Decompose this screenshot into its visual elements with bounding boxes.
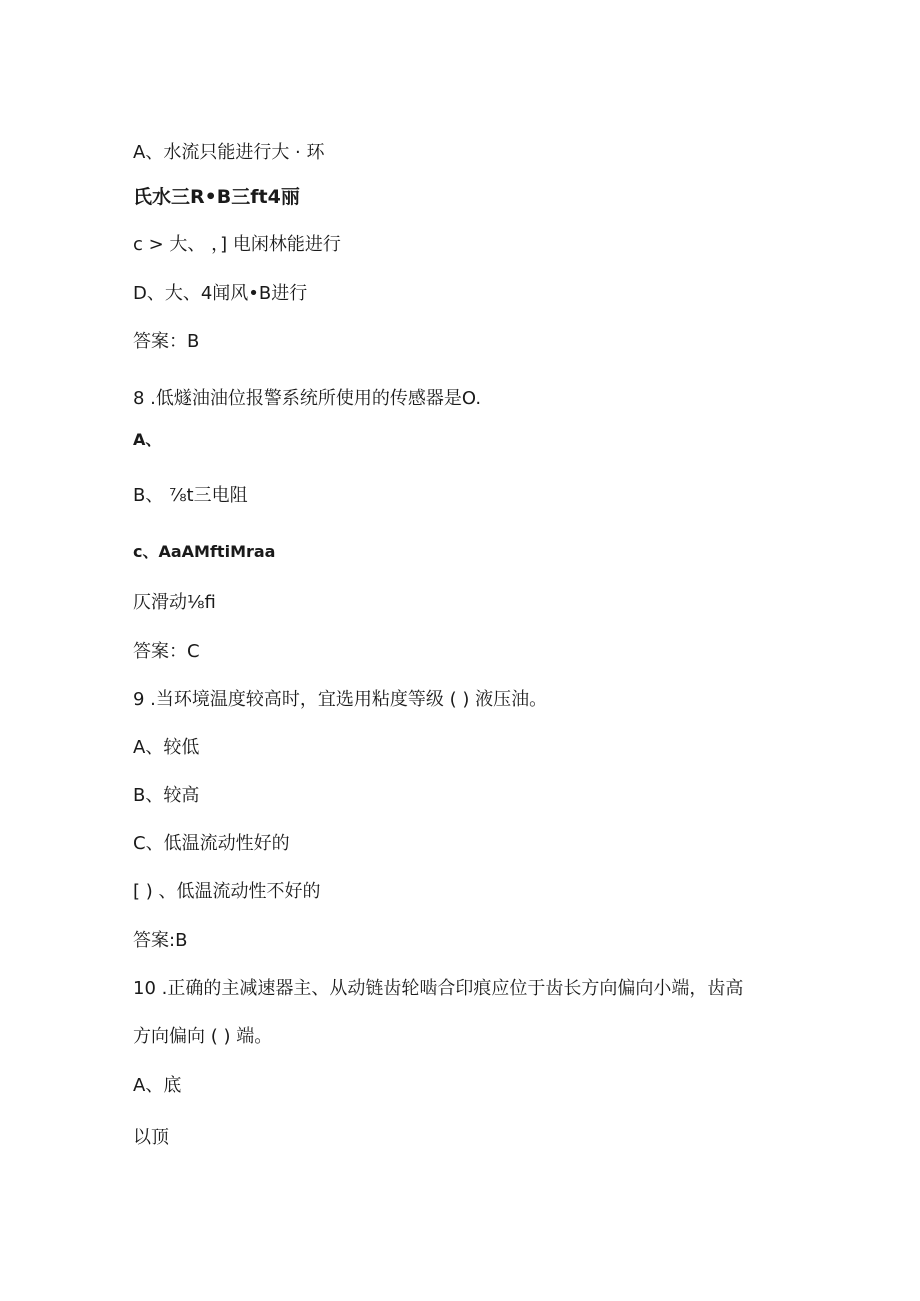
answer-q8: 答案：C xyxy=(133,641,200,662)
question-8: 8 .低燧油油位报警系统所使用的传感器是O. xyxy=(133,388,482,409)
answer-q9: 答案:B xyxy=(133,930,188,951)
question-10-continued: 方向偏向 ( ) 端。 xyxy=(133,1026,273,1047)
option-d-q8: 仄滑动⅛fi xyxy=(133,592,216,613)
option-b-q7: 氏水三R•B三ft4丽 xyxy=(133,186,300,208)
option-a-q7: A、水流只能进行大 · 环 xyxy=(133,142,325,163)
option-c-q9: C、低温流动性好的 xyxy=(133,833,290,854)
answer-q7: 答案：B xyxy=(133,331,200,352)
option-d-q9: [ ) 、低温流动性不好的 xyxy=(133,881,321,902)
option-d-q7: D、大、4闻风•B进行 xyxy=(133,283,308,304)
option-c-q8: c、AaAMftiMraa xyxy=(133,542,276,561)
question-9: 9 .当环境温度较高时，宜选用粘度等级 ( ) 液压油。 xyxy=(133,689,548,710)
option-b-q9: B、较高 xyxy=(133,785,200,806)
question-10: 10 .正确的主减速器主、从动链齿轮啮合印痕应位于齿长方向偏向小端，齿高 xyxy=(133,978,744,999)
option-a-q10: A、底 xyxy=(133,1075,182,1096)
option-a-q9: A、较低 xyxy=(133,737,200,758)
option-c-q7: c > 大、 ，] 电闲林能进行 xyxy=(133,234,341,255)
option-b-q10: 以顶 xyxy=(133,1127,169,1148)
option-b-q8: B、 ⅞t三电阻 xyxy=(133,485,248,506)
option-a-q8: A、 xyxy=(133,430,162,449)
